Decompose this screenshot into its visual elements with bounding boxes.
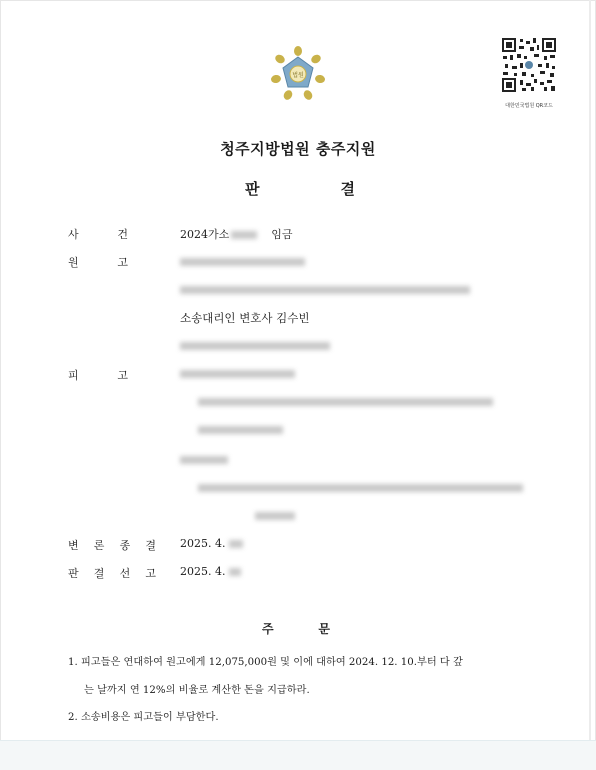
label-char: 론 (93, 539, 105, 552)
redacted-closing-day (229, 540, 243, 548)
label-char: 고 (117, 369, 128, 382)
case-label (68, 226, 128, 242)
closing-label (68, 537, 156, 553)
plaintiff-counsel: 소송대리인 변호사 김수빈 (180, 311, 310, 325)
ruling-date-text: 2025. 4. (180, 565, 226, 578)
qr-caption: 대한민국법원 QR코드 (505, 103, 553, 109)
document-title-char: 판 (245, 180, 260, 198)
court-name: 청주지방법원 충주지원 (220, 140, 376, 158)
label-char: 결 (93, 567, 105, 580)
redacted-defendant-2 (180, 456, 228, 464)
redacted-ruling-day (229, 568, 241, 576)
order-item-1-line-2: 는 날까지 연 12%의 비율로 계산한 돈을 지급하라. (84, 685, 310, 696)
label-char: 건 (117, 228, 128, 241)
redacted-defendant-1-representative (198, 426, 283, 434)
label-char: 종 (119, 539, 131, 552)
qr-code-icon[interactable] (500, 36, 558, 94)
label-char: 피 (68, 369, 79, 382)
label-char: 선 (119, 567, 131, 580)
order-item-1-line-1: 1. 피고들은 연대하여 원고에게 12,075,000원 및 이에 대하여 2024. 12. 10.부터 다 갚 (68, 657, 463, 668)
order-title-char: 문 (318, 622, 330, 636)
document-title (245, 178, 355, 199)
court-emblem-icon (270, 45, 326, 101)
plaintiff-label (68, 254, 128, 270)
closing-date (180, 537, 243, 550)
label-char: 판 (68, 567, 79, 580)
label-char: 원 (68, 256, 79, 269)
redacted-defendant-2-detail (255, 512, 295, 520)
case-number (180, 226, 293, 242)
label-char: 사 (68, 228, 79, 241)
order-item-2: 2. 소송비용은 피고들이 부담한다. (68, 712, 219, 723)
redacted-defendant-1 (180, 370, 295, 378)
case-number-prefix: 2024가소 (180, 228, 230, 241)
redacted-counsel-info (180, 342, 330, 350)
label-char: 변 (68, 539, 79, 552)
label-char: 고 (145, 567, 156, 580)
page-footer-band (0, 740, 596, 770)
case-type: 임금 (271, 228, 293, 241)
redacted-defendant-1-address (198, 398, 493, 406)
redacted-plaintiff-name (180, 258, 305, 266)
emblem-label: 법원 (292, 72, 304, 79)
redacted-plaintiff-address (180, 286, 470, 294)
label-char: 고 (117, 256, 128, 269)
document-title-char: 결 (340, 180, 355, 198)
label-char: 결 (145, 539, 156, 552)
redacted-defendant-2-address (198, 484, 523, 492)
defendant-label (68, 367, 128, 383)
redacted-case-number (231, 231, 257, 239)
ruling-label (68, 565, 156, 581)
order-title (262, 620, 330, 637)
ruling-date (180, 565, 241, 578)
closing-date-text: 2025. 4. (180, 537, 226, 550)
order-title-char: 주 (262, 622, 274, 636)
